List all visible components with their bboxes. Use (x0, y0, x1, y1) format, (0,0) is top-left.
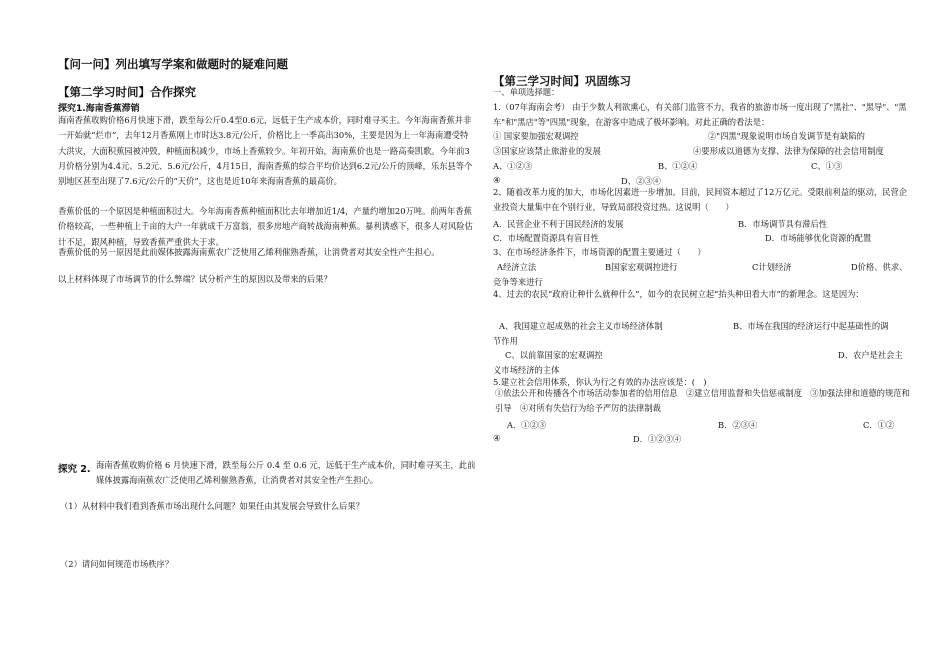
q3-choice-d: D价格、供求、 (851, 262, 908, 272)
explore2-text: 海南香蕉收购价格 6 月快速下滑，跌至每公斤 0.4 至 0.6 元，远低于生产成本价，同时难寻买主，此前媒体披露海南蕉农广泛使用乙烯利催熟香蕉，让消费者对其安全性产生担心。 (96, 460, 476, 486)
explore1-question: 以上材料体现了市场调节的什么弊端？试分析产生的原因以及带来的后果？ (58, 274, 332, 284)
q3-choice-b: B国家宏观调控进行 (605, 262, 678, 272)
q4-choice-a: A、我国建立起成熟的社会主义市场经济体制 (499, 321, 663, 331)
q1-choice-a: A、①②③ (493, 161, 533, 171)
q5-choice-d: D．①②③④ (633, 434, 682, 444)
q1-item-2: ②"四黑"现象说明市场自发调节是有缺陷的 (708, 131, 865, 141)
q1-choice-d: D、②③④ (621, 176, 661, 186)
explore1-title: 探究1.海南香蕉滞销 (58, 104, 140, 114)
q4-choice-d: D、农户是社会主 (838, 350, 903, 360)
explore2-label: 探究 2. (58, 464, 91, 475)
q3-choice-d-tail: 竞争等来进行 (493, 277, 543, 287)
q5-choice-b: B．②③④ (718, 420, 758, 430)
explore1-paragraph-2: 香蕉价低的一个原因是种植面积过大。今年海南香蕉种植面积比去年增加近1/4，产量约增加20万吨。前两年香蕉价格较高，一些种植上千亩的大户一年就成千万富翁，很多房地产商转战海南种蕉。暴利诱惑下，很多人对风险估计不足，跟风种植，导致香蕉严重供大于求。 (58, 206, 473, 247)
q5-choice-c-tail: ④ (493, 433, 501, 443)
q3-choice-c: C计划经济 (752, 262, 792, 272)
q3-stem: 3、在市场经济条件下，市场资源的配置主要通过（ ） (493, 247, 706, 257)
q2-choice-a: A．民营企业不利于国民经济的发展 (493, 219, 624, 229)
q2-stem: 2、随着改革力度的加大，市场化因素进一步增加。目前，民间资本超过了12万亿元。受限前利益的驱动，民营企业投资大量集中在个别行业，导致局部投资过热。这说明（ ） (493, 187, 908, 213)
q1-choice-c-tail: ④ (493, 175, 501, 185)
explore1-paragraph: 海南香蕉收购价格6月快速下滑，跌至每公斤0.4至0.6元，远低于生产成本价，同时难寻买主。今年海南香蕉并非一开始就“烂市”，去年12月香蕉刚上市时达3.8元/公斤，价格比上一季高出30%，主要是因为上一年海南遭受特大洪灾，大面积蕉园被冲毁，种植面积减少，市场上香蕉较少。年初开始，海南蕉价也是一路高奏凯歌。今年前3月价格分别为4.4元、5.2元、5.6元/公斤，4月15日，海南香蕉的综合平均价达到6.2元/公斤的顶峰，乐东县等个别地区甚至出现了7.6元/公斤的“天价”，这也是近10年来海南香蕉的最高价。 (58, 115, 473, 187)
q4-choice-d-tail: 义市场经济的主体 (493, 365, 560, 375)
explore1-paragraph-3: 香蕉价低的另一原因是此前媒体披露海南蕉农广泛使用乙烯利催熟香蕉，让消费者对其安全性产生担心。 (58, 247, 440, 257)
q1-stem: 1.（07年海南会考） 由于少数人利欲熏心，有关部门监管不力，我省的旅游市场一度出现了"黑社"、"黑导"、"黑车"和"黑店"等"四黑"现象，在游客中造成了极坏影响。对此正确的看法是： (493, 102, 907, 128)
q4-stem: 4、过去的农民“政府让种什么就种什么”，如今的农民树立起“抬头种田看大市”的新理念。这是因为： (493, 289, 864, 299)
q1-choice-b: B、①②④ (658, 161, 698, 171)
q2-choice-b: B．市场调节具有滞后性 (738, 219, 828, 229)
q1-item-3: ③国家应该禁止旅游业的发展 (493, 146, 601, 156)
question-heading: 【问一问】列出填写学案和做题时的疑难问题 (58, 57, 288, 71)
section-heading-cooperative-inquiry: 【第二学习时间】合作探究 (58, 85, 196, 99)
q5-choice-c: C．①② (863, 420, 895, 430)
q5-stem: 5.建立社会信用体系，你认为行之有效的办法应该是：( ) (493, 377, 707, 387)
q4-choice-b: B、市场在我国的经济运行中起基础性的调 (733, 321, 889, 331)
q2-choice-d: D．市场能够优化资源的配置 (765, 233, 872, 243)
section-heading-practice: 【第三学习时间】巩固练习 (493, 74, 631, 88)
q5-choice-a: A．①②③ (507, 420, 547, 430)
q1-item-4: ④要形成以道德为支撑、法律为保障的社会信用制度 (693, 146, 884, 156)
q1-item-1: ① 国家要加强宏观调控 (493, 131, 579, 141)
single-choice-section-title: 一、单项选择题： (493, 87, 560, 97)
q1-choice-c: C、①③ (811, 161, 843, 171)
q5-items: ①依法公开和传播各个市场活动参加者的信用信息 ②建立信用监督和失信惩戒制度 ③加强法律和道德的规范和引导 ④对所有失信行为给予严厉的法律制裁 (495, 388, 910, 414)
q4-choice-b-tail: 节作用 (493, 336, 518, 346)
question-2: （2）请问如何规范市场秩序？ (60, 559, 174, 569)
q3-choice-a: A经济立法 (497, 262, 537, 272)
question-1: （1）从材料中我们看到香蕉市场出现什么问题？如果任由其发展会导致什么后果？ (60, 501, 364, 511)
q4-choice-c: C、以前靠国家的宏观调控 (505, 350, 603, 360)
q2-choice-c: C．市场配置资源具有盲目性 (493, 233, 599, 243)
